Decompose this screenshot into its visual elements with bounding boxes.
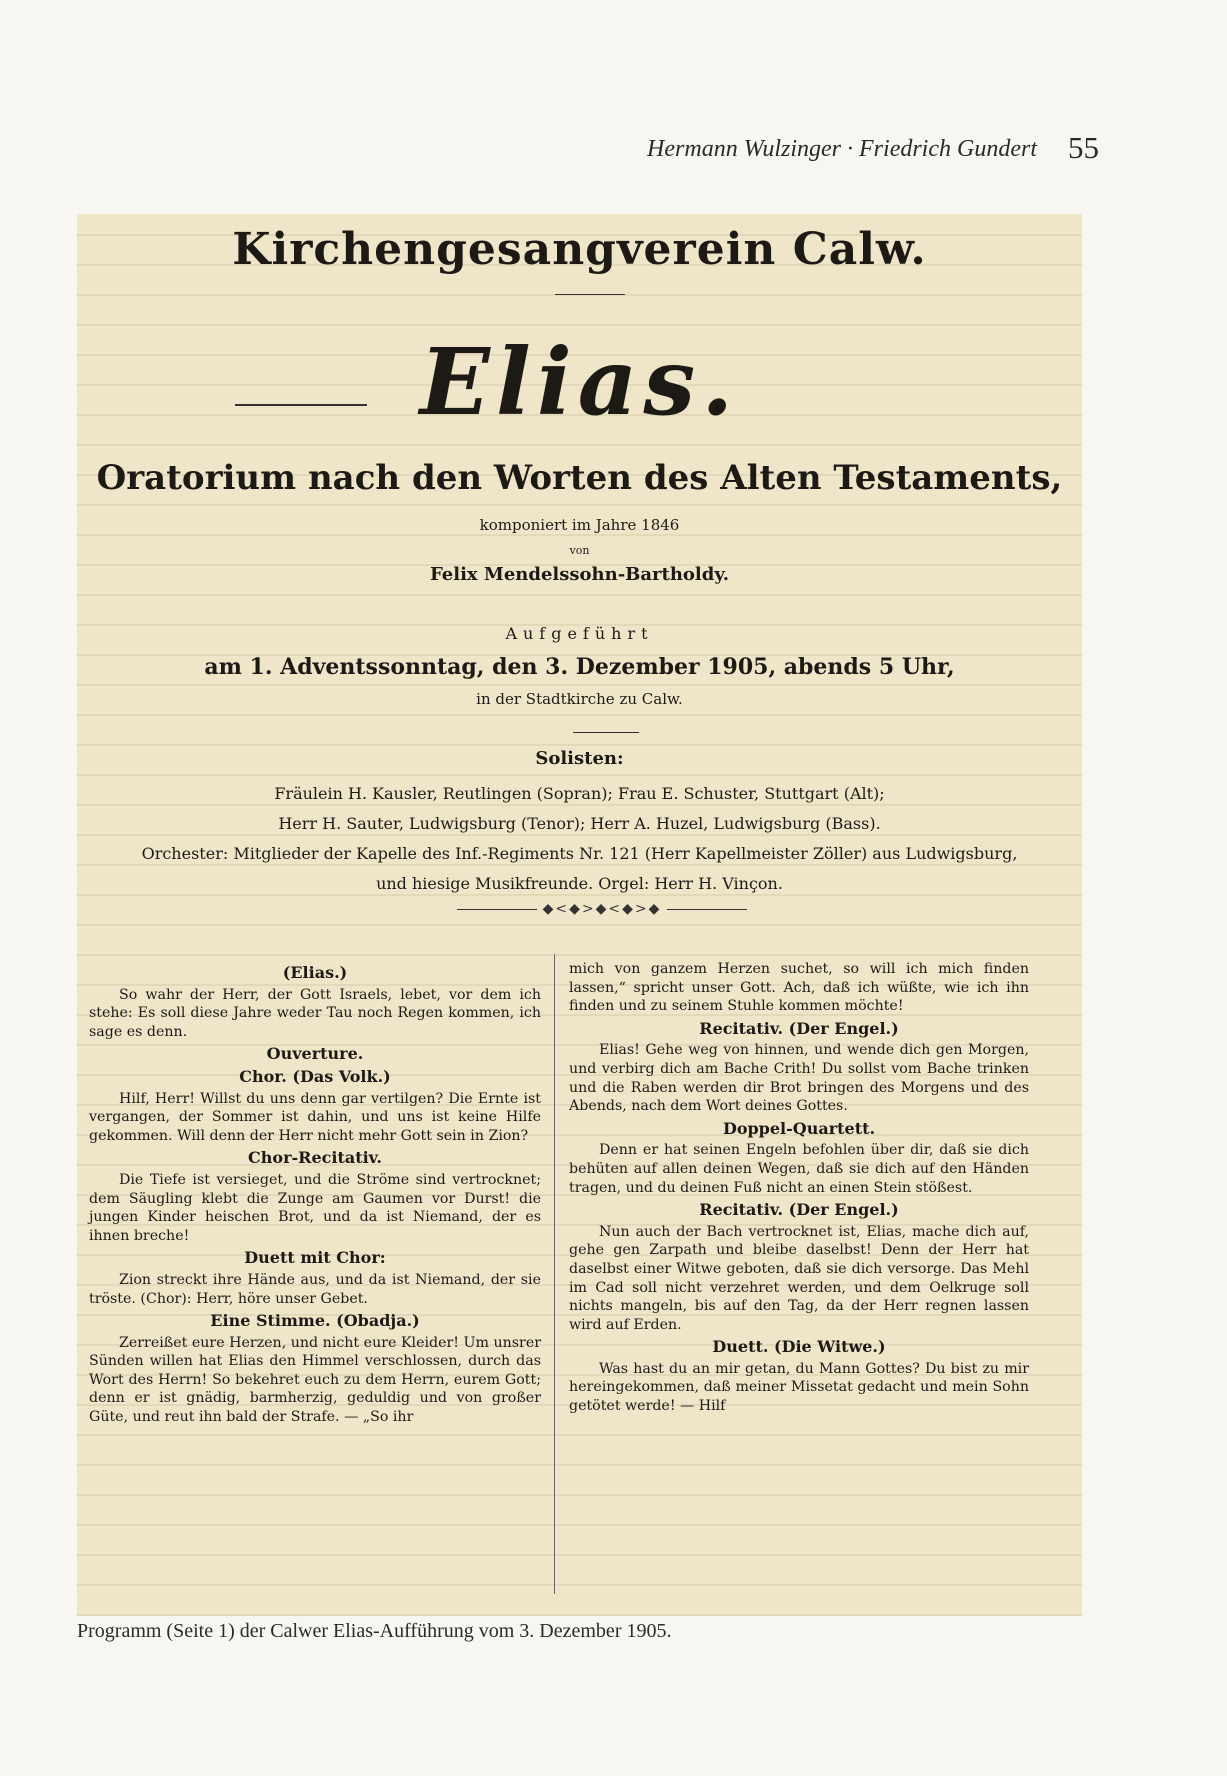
soloists-line-2: Herr H. Sauter, Ludwigsburg (Tenor); Herr A. Huzel, Ludwigsburg (Bass). <box>278 814 881 833</box>
ornament-divider: ◆<◆>◆<◆>◆ <box>457 909 747 924</box>
section-heading: Ouverture. <box>266 1044 364 1064</box>
libretto-paragraph: Denn er hat seinen Engeln befohlen über dir, daß sie dich behüten auf allen deinen Wegen, daß sie dich auf den Händen tragen, und du deinen Fuß nicht an einen Stein stößest. <box>569 1142 1029 1196</box>
libretto-paragraph: Was hast du an mir getan, du Mann Gottes? Du bist zu mir hereingekommen, daß meiner Missetat gedacht und mein Sohn getötet werde! — Hilf <box>569 1360 1029 1415</box>
performed-label: Aufgeführt <box>505 624 654 643</box>
divider <box>555 294 625 295</box>
figure-caption: Programm (Seite 1) der Calwer Elias-Aufführung vom 3. Dezember 1905. <box>77 1620 672 1642</box>
libretto-paragraph: Zerreißet eure Herzen, und nicht eure Kleider! Um unsrer Sünden willen hat Elias den Himmel verschlossen, durch das Wort des Herrn! So bekehret euch zu dem Herrn, eurem Gott; denn er ist gnädig, barmherzig, geduldig und von großer Güte, und reut ihn bald der Strafe. — „So ihr <box>89 1334 541 1426</box>
soloists-line-1: Fräulein H. Kausler, Reutlingen (Sopran); Frau E. Schuster, Stuttgart (Alt); <box>274 784 885 803</box>
title-flourish <box>235 404 367 406</box>
composer-name: Felix Mendelssohn-Bartholdy. <box>429 564 730 585</box>
running-head: Hermann Wulzinger · Friedrich Gundert <box>647 136 1037 162</box>
page-number: 55 <box>1068 130 1099 165</box>
orchestra-line: Orchester: Mitglieder der Kapelle des Inf.-Regiments Nr. 121 (Herr Kapellmeister Zöller) aus Ludwigsburg, <box>141 844 1018 863</box>
soloists-heading: Solisten: <box>535 748 624 769</box>
section-heading: Duett mit Chor: <box>244 1248 386 1268</box>
section-heading: Chor. (Das Volk.) <box>239 1066 391 1086</box>
libretto-paragraph: Elias! Gehe weg von hinnen, und wende dich gen Morgen, und verbirg dich am Bache Crith! Du sollst vom Bache trinken und die Raben werden dir Brot bringen des Morgens und des Abends, nach dem Wort deines Gottes. <box>569 1042 1029 1115</box>
libretto-paragraph: Nun auch der Bach vertrocknet ist, Elias, mache dich auf, gehe gen Zarpath und bleibe daselbst! Denn der Herr hat daselbst einer Witwe geboten, daß sie dich versorge. Das Mehl im Cad soll nicht verzehret werden, und dem Oelkruge soll nichts mangeln, bis auf den Tag, da der Herr regnen lassen wird auf Erden. <box>569 1223 1029 1333</box>
composed-line: komponiert im Jahre 1846 <box>479 516 680 534</box>
libretto-right-column <box>569 960 1029 1420</box>
libretto-paragraph: mich von ganzem Herzen suchet, so will ich mich finden lassen,“ spricht unser Gott. Ach, daß ich wüßte, wie ich ihn finden und zu seinem Stuhle kommen möchte! <box>569 961 1029 1015</box>
subtitle: Oratorium nach den Worten des Alten Testaments, <box>96 458 1063 498</box>
organ-line: und hiesige Musikfreunde. Orgel: Herr H. Vinçon. <box>376 874 783 893</box>
von-line: von <box>569 544 590 557</box>
section-heading: Recitativ. (Der Engel.) <box>699 1200 899 1220</box>
section-heading: Chor-Recitativ. <box>248 1148 382 1168</box>
section-heading: (Elias.) <box>282 963 348 982</box>
divider <box>573 732 639 733</box>
performance-place: in der Stadtkirche zu Calw. <box>476 690 683 708</box>
performance-date: am 1. Adventssonntag, den 3. Dezember 1905, abends 5 Uhr, <box>204 654 955 680</box>
section-heading: Eine Stimme. (Obadja.) <box>210 1311 420 1331</box>
libretto-paragraph: Hilf, Herr! Willst du uns denn gar vertilgen? Die Ernte ist vergangen, der Sommer ist dahin, und uns ist keine Hilfe gekommen. Will denn der Herr nicht mehr Gott sein in Zion? <box>89 1090 541 1144</box>
choir-name: Kirchengesangverein Calw. <box>232 224 927 275</box>
libretto-left-column <box>89 960 541 1431</box>
libretto-paragraph: Die Tiefe ist versieget, und die Ströme sind vertrocknet; dem Säugling klebt die Zunge am Gaumen vor Durst! die jungen Kinder heischen Brot, und da ist Niemand, der es ihnen breche! <box>89 1171 541 1244</box>
scanned-program <box>77 214 1082 1616</box>
work-title: Elias. <box>419 328 740 436</box>
section-heading: Doppel-Quartett. <box>722 1118 876 1138</box>
libretto-paragraph: So wahr der Herr, der Gott Israels, lebet, vor dem ich stehe: Es soll diese Jahre weder Tau noch Regen kommen, ich sage es denn. <box>89 986 541 1040</box>
column-rule <box>554 954 555 1594</box>
libretto-paragraph: Zion streckt ihre Hände aus, und da ist Niemand, der sie tröste. (Chor): Herr, höre unser Gebet. <box>89 1271 541 1307</box>
section-heading: Duett. (Die Witwe.) <box>712 1337 886 1357</box>
section-heading: Recitativ. (Der Engel.) <box>699 1018 899 1038</box>
